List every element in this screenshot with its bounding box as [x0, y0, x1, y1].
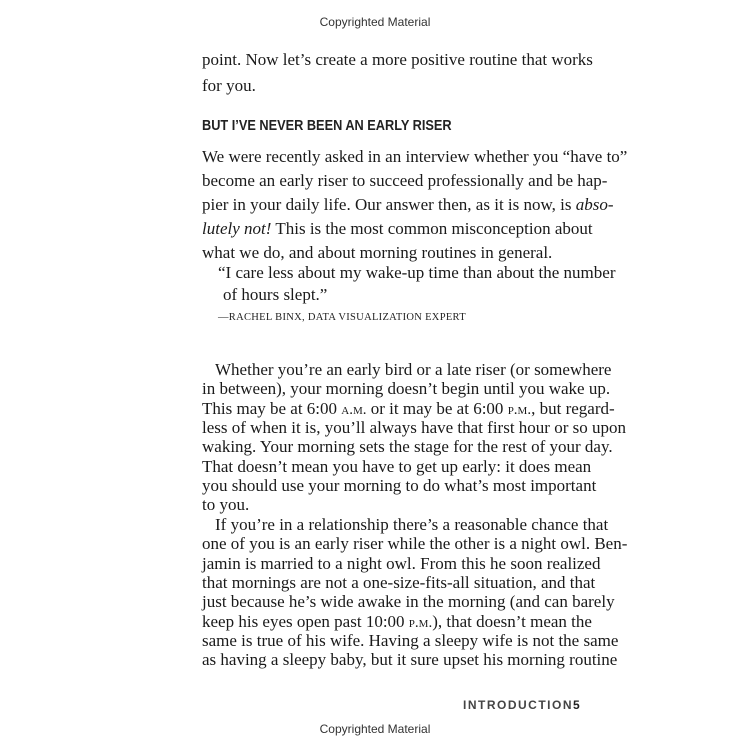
body-line: that mornings are not a one-size-fits-all situation, and that [202, 572, 596, 592]
text: This is the most common misconception about [271, 219, 593, 238]
body-line: to you. [202, 495, 250, 515]
text: keep his eyes open past 10:00 [202, 611, 409, 631]
small-caps-text: p.m. [507, 401, 532, 418]
copyright-watermark-bottom: Copyrighted Material [319, 722, 431, 736]
body-line: you should use your morning to do what’s most important [202, 476, 597, 496]
text: ), that doesn’t mean the [432, 611, 592, 631]
body-line [202, 398, 615, 420]
body-line: waking. Your morning sets the stage for the rest of your day. [202, 437, 613, 457]
body-line [202, 611, 592, 633]
text: , but regard- [531, 398, 615, 418]
italic-text: abso- [575, 195, 614, 214]
body-line: for you. [202, 76, 256, 95]
body-line: what we do, and about morning routines in general. [202, 243, 553, 262]
body-line: same is true of his wife. Having a sleepy wife is not the same [202, 630, 619, 650]
text: This may be at 6:00 [202, 398, 342, 418]
small-caps-text: a.m. [341, 401, 367, 418]
copyright-watermark-top: Copyrighted Material [319, 15, 431, 29]
body-line: become an early riser to succeed professionally and be hap- [202, 171, 608, 190]
body-line: as having a sleepy baby, but it sure upset his morning routine [202, 650, 618, 670]
running-footer-section: INTRODUCTION [463, 698, 573, 712]
section-heading: BUT I’VE NEVER BEEN AN EARLY RISER [202, 117, 452, 134]
quote-attribution: —RACHEL BINX, DATA VISUALIZATION EXPERT [218, 312, 466, 323]
body-line: We were recently asked in an interview whether you “have to” [202, 147, 628, 166]
page-number: 5 [573, 698, 582, 712]
body-line: point. Now let’s create a more positive routine that works [202, 50, 593, 69]
small-caps-text: p.m. [408, 614, 433, 631]
body-line [202, 219, 593, 239]
text: or it may be at 6:00 [366, 398, 508, 418]
italic-text: lutely not! [202, 219, 272, 238]
body-line: one of you is an early riser while the other is a night owl. Ben- [202, 534, 628, 554]
quote-line: of hours slept.” [223, 285, 328, 304]
body-line: That doesn’t mean you have to get up early: it does mean [202, 456, 592, 476]
body-line: If you’re in a relationship there’s a reasonable chance that [215, 514, 609, 534]
body-line: less of when it is, you’ll always have that first hour or so upon [202, 418, 626, 437]
body-line: just because he’s wide awake in the morning (and can barely [202, 592, 615, 612]
quote-line: “I care less about my wake-up time than about the number [218, 263, 616, 282]
text: pier in your daily life. Our answer then, as it is now, is [202, 195, 576, 214]
body-line [202, 195, 614, 215]
body-line: Whether you’re an early bird or a late riser (or somewhere [215, 360, 612, 379]
body-line: in between), your morning doesn’t begin until you wake up. [202, 379, 611, 399]
body-line: jamin is married to a night owl. From this he soon realized [202, 553, 601, 573]
